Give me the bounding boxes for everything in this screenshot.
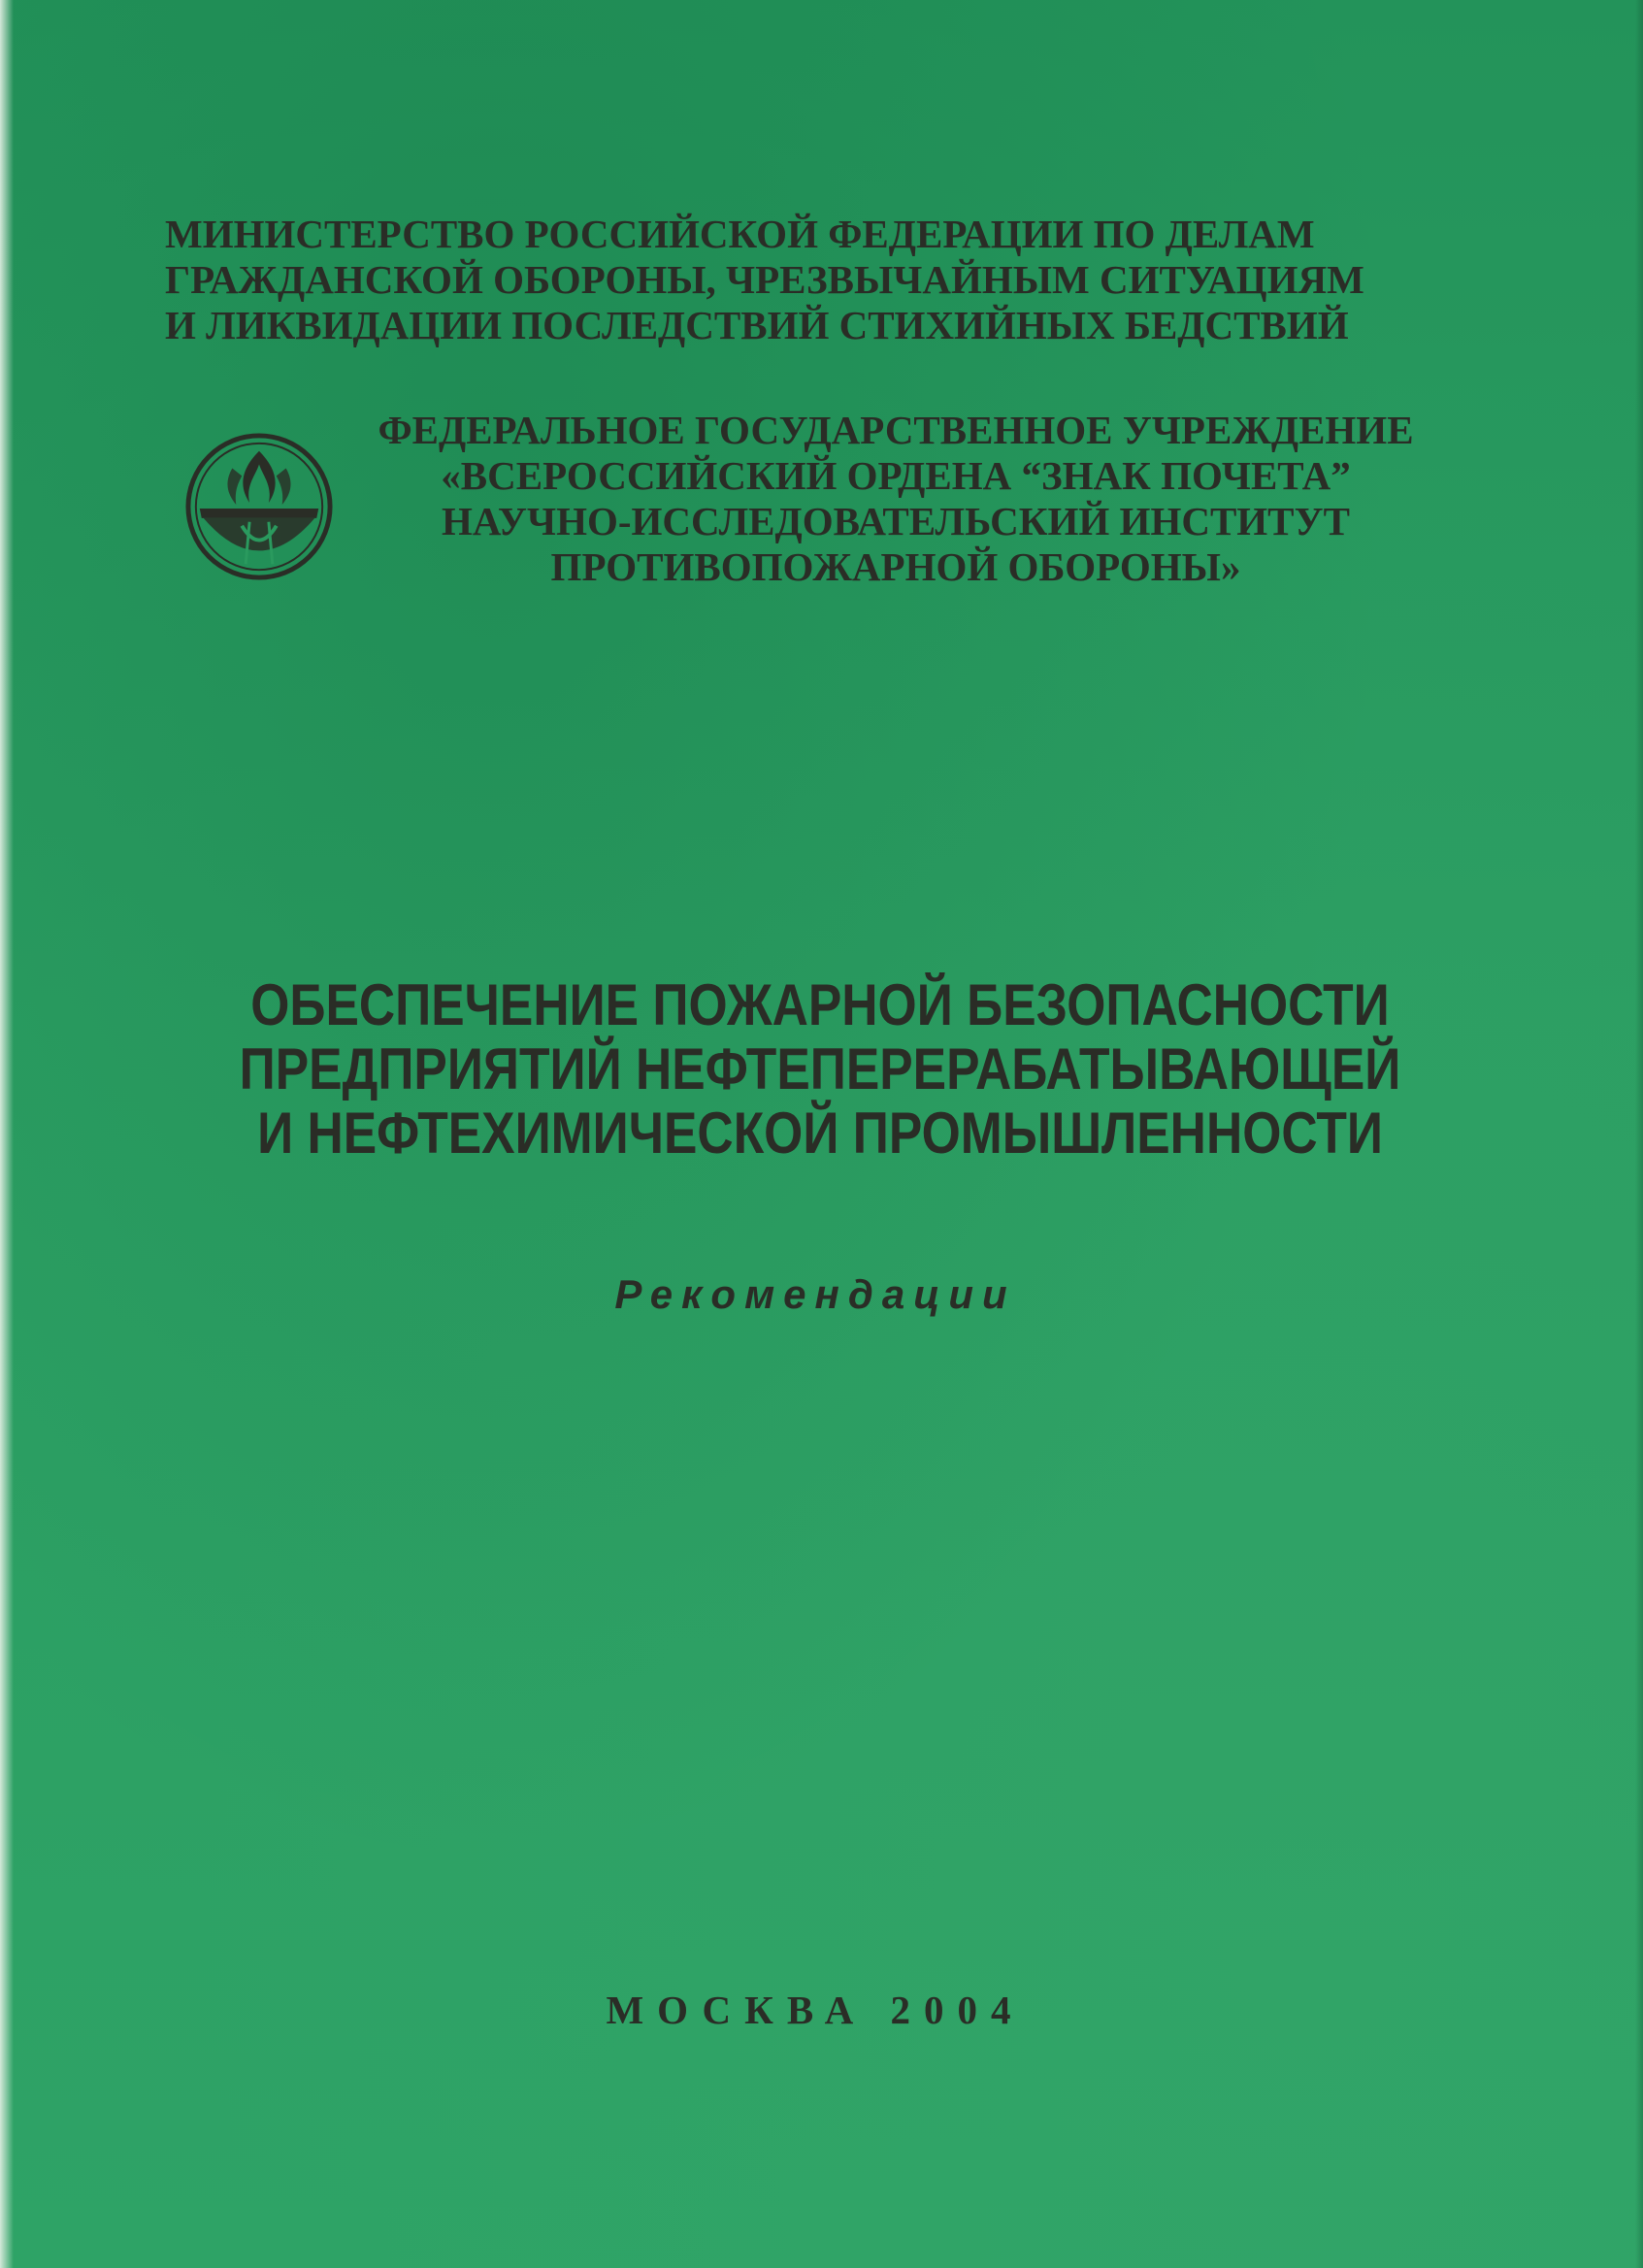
scan-edge-left <box>0 0 14 2268</box>
ministry-line: МИНИСТЕРСТВО РОССИЙСКОЙ ФЕДЕРАЦИИ ПО ДЕЛАМ <box>165 212 1315 256</box>
book-subtitle: Рекомендации <box>614 1271 1016 1317</box>
title-line: И НЕФТЕХИМИЧЕСКОЙ ПРОМЫШЛЕННОСТИ <box>257 1101 1383 1166</box>
publication-city-year: МОСКВА 2004 <box>606 1988 1025 2032</box>
institute-line: ФЕДЕРАЛЬНОЕ ГОСУДАРСТВЕННОЕ УЧРЕЖДЕНИЕ <box>378 408 1414 452</box>
ministry-heading <box>165 212 1456 348</box>
ministry-line: И ЛИКВИДАЦИИ ПОСЛЕДСТВИЙ СТИХИЙНЫХ БЕДСТВИЙ <box>165 303 1349 347</box>
institute-emblem-icon <box>182 430 336 583</box>
institute-line: «ВСЕРОССИЙСКИЙ ОРДЕНА “ЗНАК ПОЧЕТА” <box>441 453 1351 498</box>
title-line: ОБЕСПЕЧЕНИЕ ПОЖАРНОЙ БЕЗОПАСНОСТИ <box>250 972 1390 1037</box>
book-title <box>215 973 1426 1166</box>
institute-line: НАУЧНО-ИССЛЕДОВАТЕЛЬСКИЙ ИНСТИТУТ <box>442 499 1350 543</box>
institute-line: ПРОТИВОПОЖАРНОЙ ОБОРОНЫ» <box>550 544 1241 589</box>
scan-edge-right <box>1635 0 1643 2268</box>
title-line: ПРЕДПРИЯТИЙ НЕФТЕПЕРЕРАБАТЫВАЮЩЕЙ <box>239 1036 1401 1101</box>
institute-heading <box>338 408 1454 590</box>
ministry-line: ГРАЖДАНСКОЙ ОБОРОНЫ, ЧРЕЗВЫЧАЙНЫМ СИТУАЦИЯМ <box>165 257 1364 302</box>
